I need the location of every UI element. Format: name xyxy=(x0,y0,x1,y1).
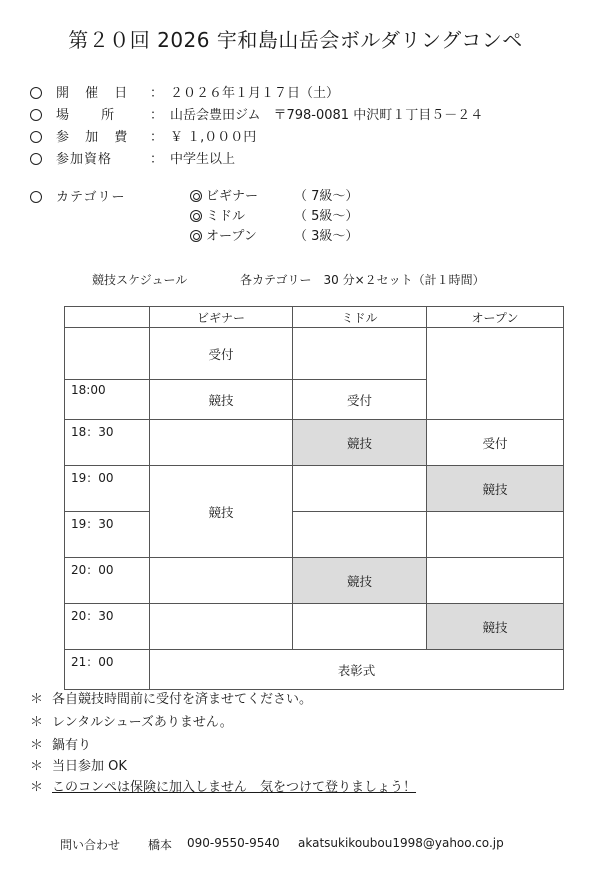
asterisk-mark: ＊ xyxy=(30,759,44,774)
table-row xyxy=(65,650,564,690)
schedule-table xyxy=(64,306,564,690)
colon: ： xyxy=(150,86,164,101)
colon: ： xyxy=(150,108,164,123)
note-text: 鍋有り xyxy=(52,738,92,753)
empty-cell xyxy=(427,328,564,420)
category-level: （ 7級～） xyxy=(294,189,359,204)
info-label: 開 催 日 xyxy=(56,86,134,101)
time-cell: 19：00 xyxy=(65,466,150,512)
circle-bullet-icon xyxy=(30,153,42,165)
category-label: カテゴリー xyxy=(56,190,126,205)
category-name: オープン xyxy=(206,229,257,244)
category-level: （ 3級～） xyxy=(294,229,359,244)
double-circle-icon xyxy=(190,190,202,202)
empty-cell xyxy=(293,328,427,380)
empty-cell xyxy=(150,420,293,466)
time-cell: 18:00 xyxy=(65,380,150,420)
colon: ： xyxy=(150,152,164,167)
time-cell: 18：30 xyxy=(65,420,150,466)
time-cell xyxy=(65,328,150,380)
beginner-reception-cell: 受付 xyxy=(150,328,293,380)
time-cell: 21：00 xyxy=(65,650,150,690)
table-row xyxy=(65,558,564,604)
empty-cell xyxy=(293,466,427,512)
circle-bullet-icon xyxy=(30,131,42,143)
info-value: ￥ １,０００円 xyxy=(170,130,257,145)
contact-name: 橋本 xyxy=(148,838,173,852)
circle-bullet-icon xyxy=(30,87,42,99)
empty-cell xyxy=(427,558,564,604)
category-name: ビギナー xyxy=(206,189,259,204)
double-circle-icon xyxy=(190,210,202,222)
note-item xyxy=(30,714,233,732)
info-label: 場 所 xyxy=(56,108,129,123)
middle-reception-cell: 受付 xyxy=(293,380,427,420)
note-text: このコンペは保険に加入しません 気をつけて登りましょう！ xyxy=(52,780,417,795)
table-row xyxy=(65,466,564,512)
time-cell: 19：30 xyxy=(65,512,150,558)
category-level: （ 5級～） xyxy=(294,209,359,224)
category-name: ミドル xyxy=(206,209,246,224)
note-item xyxy=(30,691,312,709)
category-item-open xyxy=(190,228,257,246)
header-time xyxy=(65,307,150,328)
empty-cell xyxy=(150,558,293,604)
table-row xyxy=(65,328,564,380)
time-cell: 20：00 xyxy=(65,558,150,604)
open-comp-cell: 競技 xyxy=(427,466,564,512)
schedule-heading: 競技スケジュール xyxy=(92,273,188,287)
category-item-middle xyxy=(190,208,245,226)
note-text: レンタルシューズありません。 xyxy=(52,715,233,730)
award-cell: 表彰式 xyxy=(150,650,564,690)
beginner-comp-cell: 競技 xyxy=(150,380,293,420)
double-circle-icon xyxy=(190,230,202,242)
info-value: ２０２６年１月１７日（土） xyxy=(170,86,340,101)
page-title: 第２０回 2026 宇和島山岳会ボルダリングコンペ xyxy=(68,28,523,52)
table-row xyxy=(65,604,564,650)
empty-cell xyxy=(293,512,427,558)
schedule-note: 各カテゴリー 30 分×２セット（計１時間） xyxy=(240,273,485,287)
note-item xyxy=(30,758,127,776)
open-comp-cell: 競技 xyxy=(427,604,564,650)
middle-comp-cell: 競技 xyxy=(293,420,427,466)
asterisk-mark: ＊ xyxy=(30,780,44,795)
info-value: 山岳会豊田ジム 〒798-0081 中沢町１丁目５－２４ xyxy=(170,108,484,123)
colon: ： xyxy=(150,130,164,145)
info-label: 参加資格 xyxy=(56,152,113,167)
empty-cell xyxy=(150,604,293,650)
empty-cell xyxy=(427,512,564,558)
header-beginner: ビギナー xyxy=(150,307,293,328)
info-label: 参 加 費 xyxy=(56,130,134,145)
header-middle: ミドル xyxy=(293,307,427,328)
note-item xyxy=(30,737,91,755)
note-text: 当日参加 OK xyxy=(52,759,127,774)
header-open: オープン xyxy=(427,307,564,328)
asterisk-mark: ＊ xyxy=(30,738,44,753)
info-value: 中学生以上 xyxy=(170,152,236,167)
category-item-beginner xyxy=(190,188,258,206)
note-item xyxy=(30,779,416,797)
middle-comp-cell: 競技 xyxy=(293,558,427,604)
open-reception-cell: 受付 xyxy=(427,420,564,466)
table-header-row xyxy=(65,307,564,328)
asterisk-mark: ＊ xyxy=(30,692,44,707)
note-text: 各自競技時間前に受付を済ませてください。 xyxy=(52,692,313,707)
contact-email: akatsukikoubou1998@yahoo.co.jp xyxy=(298,836,504,850)
circle-bullet-icon xyxy=(30,191,42,203)
empty-cell xyxy=(293,604,427,650)
beginner-comp-cell: 競技 xyxy=(150,466,293,558)
table-row xyxy=(65,420,564,466)
circle-bullet-icon xyxy=(30,109,42,121)
contact-label: 問い合わせ xyxy=(60,838,121,852)
asterisk-mark: ＊ xyxy=(30,715,44,730)
table-row xyxy=(65,512,564,558)
contact-phone: 090-9550-9540 xyxy=(187,836,280,850)
time-cell: 20：30 xyxy=(65,604,150,650)
